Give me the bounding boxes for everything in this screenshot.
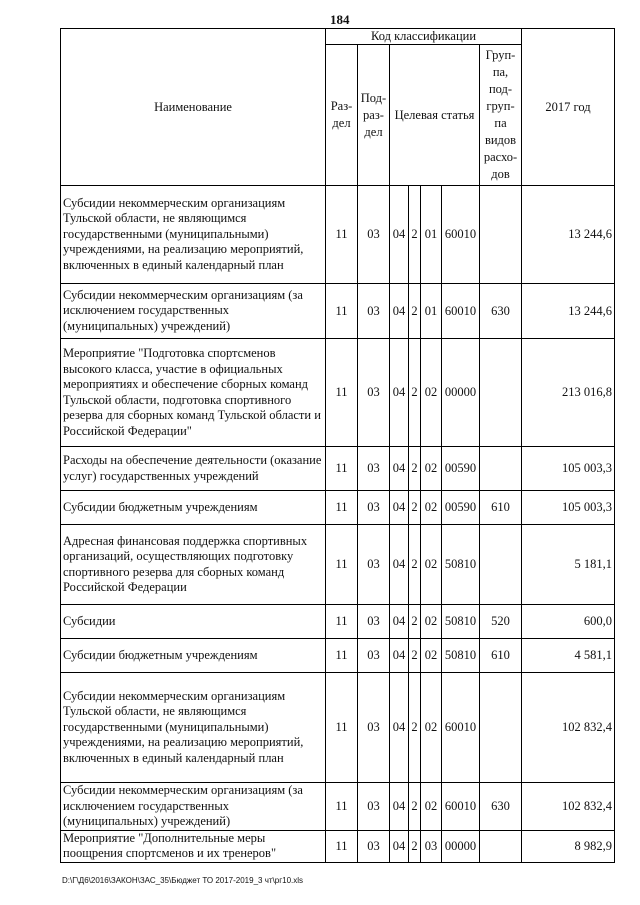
table-row xyxy=(61,339,615,447)
row-amount: 4 581,1 xyxy=(522,639,615,673)
row-amount: 213 016,8 xyxy=(522,339,615,447)
row-target-event: 02 xyxy=(421,447,442,491)
row-subsection: 03 xyxy=(358,605,390,639)
row-amount: 600,0 xyxy=(522,605,615,639)
row-target-program: 04 xyxy=(390,783,409,831)
row-target-program: 04 xyxy=(390,639,409,673)
column-header-target: Целевая статья xyxy=(390,45,480,186)
row-target-program: 04 xyxy=(390,447,409,491)
row-target-type: 2 xyxy=(409,339,421,447)
row-target-event: 01 xyxy=(421,284,442,339)
row-target-event: 02 xyxy=(421,639,442,673)
row-target-type: 2 xyxy=(409,447,421,491)
row-target-event: 01 xyxy=(421,186,442,284)
row-target-direction: 50810 xyxy=(442,605,480,639)
row-target-type: 2 xyxy=(409,284,421,339)
row-target-event: 02 xyxy=(421,525,442,605)
column-header-expense-group: Груп- па, под- груп- па видов расхо- дов xyxy=(480,45,522,186)
table-row xyxy=(61,491,615,525)
row-subsection: 03 xyxy=(358,673,390,783)
row-target-type: 2 xyxy=(409,639,421,673)
row-expense-group xyxy=(480,447,522,491)
row-subsection: 03 xyxy=(358,783,390,831)
row-name: Расходы на обеспечение деятельности (оказание услуг) государственных учреждений xyxy=(61,447,326,491)
row-target-direction: 00000 xyxy=(442,339,480,447)
row-section: 11 xyxy=(326,339,358,447)
row-expense-group xyxy=(480,525,522,605)
row-target-event: 02 xyxy=(421,605,442,639)
row-target-type: 2 xyxy=(409,525,421,605)
row-section: 11 xyxy=(326,783,358,831)
row-target-direction: 00590 xyxy=(442,447,480,491)
column-header-classification: Код классификации xyxy=(326,29,522,45)
row-amount: 102 832,4 xyxy=(522,783,615,831)
row-subsection: 03 xyxy=(358,639,390,673)
row-expense-group xyxy=(480,186,522,284)
row-target-type: 2 xyxy=(409,186,421,284)
row-name: Субсидии бюджетным учреждениям xyxy=(61,639,326,673)
row-section: 11 xyxy=(326,186,358,284)
row-name: Субсидии некоммерческим организациям Тульской области, не являющимся государственными (муниципальными) учреждениями, на реализацию мероприятий, включенных в единый календарный план xyxy=(61,673,326,783)
row-subsection: 03 xyxy=(358,447,390,491)
table-row xyxy=(61,639,615,673)
column-header-subsection: Под- раз- дел xyxy=(358,45,390,186)
table-row xyxy=(61,830,615,862)
row-amount: 5 181,1 xyxy=(522,525,615,605)
column-header-year: 2017 год xyxy=(522,29,615,186)
row-target-direction: 50810 xyxy=(442,639,480,673)
table-row xyxy=(61,447,615,491)
budget-table xyxy=(60,28,615,863)
row-subsection: 03 xyxy=(358,284,390,339)
table-row xyxy=(61,525,615,605)
row-subsection: 03 xyxy=(358,830,390,862)
row-target-direction: 60010 xyxy=(442,673,480,783)
row-target-event: 02 xyxy=(421,491,442,525)
row-target-direction: 50810 xyxy=(442,525,480,605)
row-name: Субсидии некоммерческим организациям (за исключением государственных (муниципальных) учреждений) xyxy=(61,783,326,831)
row-subsection: 03 xyxy=(358,186,390,284)
row-amount: 105 003,3 xyxy=(522,447,615,491)
file-path-footer: D:\Г\Д6\2016\ЗАКОН\ЗАС_35\Бюджет ТО 2017-2019_3 чт\рг10.xls xyxy=(62,876,304,885)
row-expense-group: 630 xyxy=(480,783,522,831)
row-target-event: 03 xyxy=(421,830,442,862)
row-target-program: 04 xyxy=(390,673,409,783)
row-amount: 13 244,6 xyxy=(522,186,615,284)
row-target-direction: 00000 xyxy=(442,830,480,862)
row-section: 11 xyxy=(326,284,358,339)
row-target-event: 02 xyxy=(421,339,442,447)
row-target-program: 04 xyxy=(390,284,409,339)
row-subsection: 03 xyxy=(358,491,390,525)
row-target-program: 04 xyxy=(390,830,409,862)
row-target-program: 04 xyxy=(390,525,409,605)
row-name: Мероприятие "Подготовка спортсменов высокого класса, участие в официальных мероприятиях и обеспечение сборных команд Тульской области, подготовка спортивного резерва для сборных команд Тульской области и Российской Федерации" xyxy=(61,339,326,447)
row-section: 11 xyxy=(326,605,358,639)
row-section: 11 xyxy=(326,447,358,491)
row-target-type: 2 xyxy=(409,605,421,639)
row-section: 11 xyxy=(326,673,358,783)
row-expense-group xyxy=(480,339,522,447)
table-row xyxy=(61,284,615,339)
table-row xyxy=(61,673,615,783)
row-section: 11 xyxy=(326,639,358,673)
table-row xyxy=(61,186,615,284)
column-header-name: Наименование xyxy=(61,29,326,186)
row-target-program: 04 xyxy=(390,605,409,639)
row-expense-group: 630 xyxy=(480,284,522,339)
row-name: Субсидии xyxy=(61,605,326,639)
row-target-direction: 60010 xyxy=(442,186,480,284)
row-target-type: 2 xyxy=(409,673,421,783)
row-target-event: 02 xyxy=(421,783,442,831)
row-name: Субсидии некоммерческим организациям Тульской области, не являющимся государственными (муниципальными) учреждениями, на реализацию мероприятий, включенных в единый календарный план xyxy=(61,186,326,284)
row-target-direction: 60010 xyxy=(442,284,480,339)
row-expense-group xyxy=(480,830,522,862)
row-expense-group: 520 xyxy=(480,605,522,639)
row-name: Мероприятие "Дополнительные меры поощрения спортсменов и их тренеров" xyxy=(61,830,326,862)
row-subsection: 03 xyxy=(358,525,390,605)
table-row xyxy=(61,783,615,831)
row-target-direction: 60010 xyxy=(442,783,480,831)
row-target-type: 2 xyxy=(409,830,421,862)
row-expense-group: 610 xyxy=(480,639,522,673)
row-target-program: 04 xyxy=(390,491,409,525)
row-name: Субсидии некоммерческим организациям (за исключением государственных (муниципальных) учреждений) xyxy=(61,284,326,339)
row-amount: 13 244,6 xyxy=(522,284,615,339)
row-target-program: 04 xyxy=(390,339,409,447)
row-target-type: 2 xyxy=(409,491,421,525)
row-amount: 8 982,9 xyxy=(522,830,615,862)
row-target-direction: 00590 xyxy=(442,491,480,525)
row-section: 11 xyxy=(326,491,358,525)
row-name: Адресная финансовая поддержка спортивных организаций, осуществляющих подготовку спортивного резерва для сборных команд Российской Федерации xyxy=(61,525,326,605)
row-expense-group xyxy=(480,673,522,783)
table-row xyxy=(61,605,615,639)
row-expense-group: 610 xyxy=(480,491,522,525)
row-name: Субсидии бюджетным учреждениям xyxy=(61,491,326,525)
row-section: 11 xyxy=(326,525,358,605)
row-section: 11 xyxy=(326,830,358,862)
row-subsection: 03 xyxy=(358,339,390,447)
row-target-program: 04 xyxy=(390,186,409,284)
row-target-type: 2 xyxy=(409,783,421,831)
row-amount: 102 832,4 xyxy=(522,673,615,783)
row-amount: 105 003,3 xyxy=(522,491,615,525)
row-target-event: 02 xyxy=(421,673,442,783)
column-header-section: Раз- дел xyxy=(326,45,358,186)
page-number: 184 xyxy=(330,12,350,27)
